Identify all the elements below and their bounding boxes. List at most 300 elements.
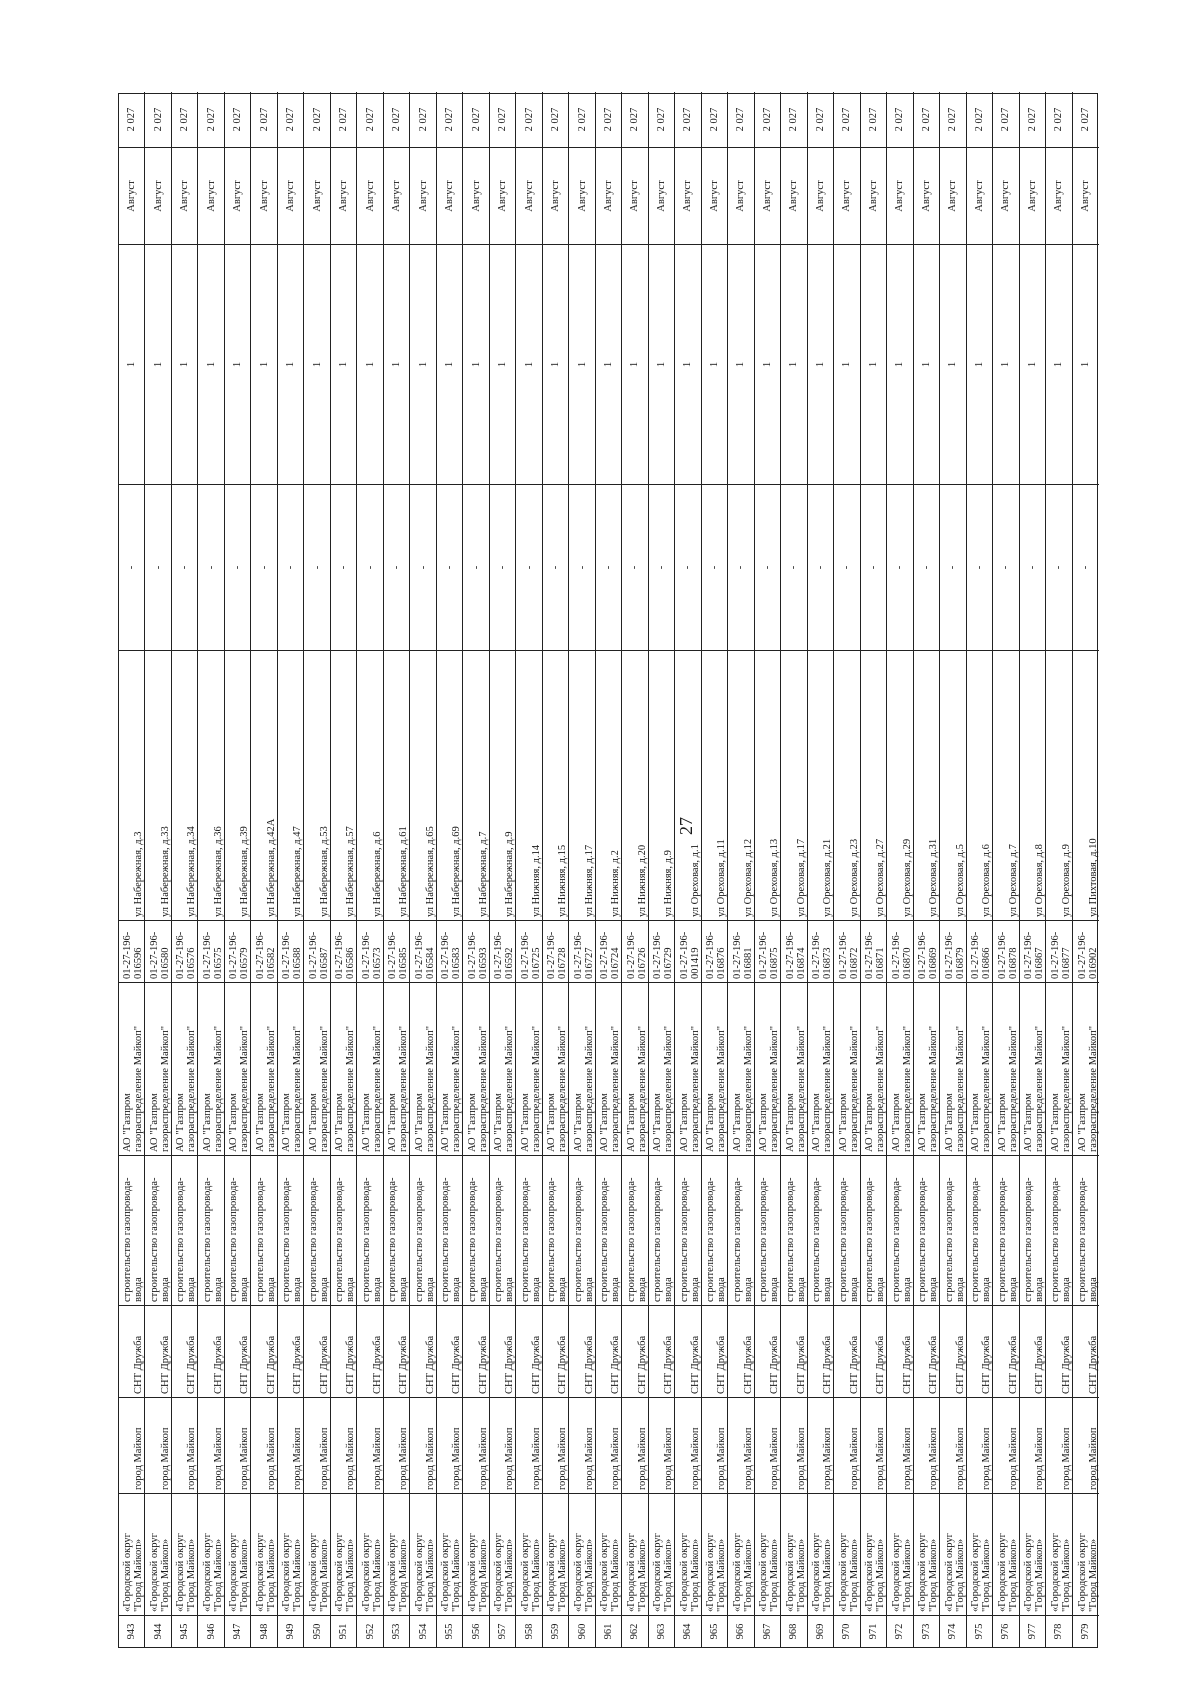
city-cell: город Майкоп bbox=[1020, 1397, 1045, 1493]
year-cell: 2 027 bbox=[735, 107, 747, 132]
work-type-cell: строительство газопровода- ввода bbox=[331, 1155, 356, 1305]
organization-cell: АО "Газпром газораспределение Майкоп" bbox=[516, 982, 541, 1155]
district-cell: «Городской округ "Город Майкоп» bbox=[1073, 1493, 1099, 1615]
month-cell: Август bbox=[887, 147, 912, 244]
month-cell: Август bbox=[304, 147, 329, 244]
row-number-cell: 943 bbox=[119, 1615, 144, 1647]
work-type-cell: строительство газопровода- ввода bbox=[569, 1155, 594, 1305]
year-cell: 2 027 bbox=[973, 107, 985, 132]
cadastral-cell: 01-27-196- 016881 bbox=[728, 920, 753, 982]
address-cell: ул Набережная, д.69 bbox=[437, 650, 462, 920]
organization-cell: АО "Газпром газораспределение Майкоп" bbox=[914, 982, 939, 1155]
organization-cell: АО "Газпром газораспределение Майкоп" bbox=[596, 982, 621, 1155]
district-cell: «Городской округ "Город Майкоп» bbox=[808, 1493, 833, 1615]
dash-cell: - bbox=[172, 484, 197, 650]
month-cell: Август bbox=[596, 147, 621, 244]
city-cell: город Майкоп bbox=[543, 1397, 568, 1493]
row-number-cell: 960 bbox=[569, 1615, 594, 1647]
district-cell: «Городской округ "Город Майкоп» bbox=[675, 1493, 700, 1615]
row-number-cell: 944 bbox=[145, 1615, 170, 1647]
table-row bbox=[119, 92, 145, 1647]
dash-cell: - bbox=[251, 484, 276, 650]
work-type-cell: строительство газопровода- ввода bbox=[940, 1155, 965, 1305]
address-cell: ул Набережная, д.33 bbox=[145, 650, 170, 920]
schedule-table bbox=[118, 93, 1098, 1648]
work-type-cell: строительство газопровода- ввода bbox=[967, 1155, 992, 1305]
cadastral-cell: 01-27-196- 016726 bbox=[622, 920, 647, 982]
settlement-cell: СНТ Дружба bbox=[596, 1305, 621, 1397]
table-row bbox=[702, 92, 728, 1647]
organization-cell: АО "Газпром газораспределение Майкоп" bbox=[437, 982, 462, 1155]
address-cell: ул Набережная, д.34 bbox=[172, 650, 197, 920]
district-cell: «Городской округ "Город Майкоп» bbox=[251, 1493, 276, 1615]
table-row bbox=[410, 92, 436, 1647]
cadastral-cell: 01-27-196- 016729 bbox=[649, 920, 674, 982]
dash-cell: - bbox=[622, 484, 647, 650]
city-cell: город Майкоп bbox=[596, 1397, 621, 1493]
month-cell: Август bbox=[728, 147, 753, 244]
work-type-cell: строительство газопровода- ввода bbox=[410, 1155, 435, 1305]
address-cell: ул Ореховая, д.29 bbox=[887, 650, 912, 920]
work-type-cell: строительство газопровода- ввода bbox=[1046, 1155, 1071, 1305]
city-cell: город Майкоп bbox=[861, 1397, 886, 1493]
table-row bbox=[304, 92, 330, 1647]
flag-cell: 1 bbox=[887, 244, 912, 484]
organization-cell: АО "Газпром газораспределение Майкоп" bbox=[993, 982, 1018, 1155]
district-cell: «Городской округ "Город Майкоп» bbox=[304, 1493, 329, 1615]
cadastral-cell: 01-27-196- 016725 bbox=[516, 920, 541, 982]
month-cell: Август bbox=[834, 147, 859, 244]
settlement-cell: СНТ Дружба bbox=[569, 1305, 594, 1397]
row-number-cell: 971 bbox=[861, 1615, 886, 1647]
cadastral-cell: 01-27-196- 016870 bbox=[887, 920, 912, 982]
work-type-cell: строительство газопровода- ввода bbox=[304, 1155, 329, 1305]
dash-cell: - bbox=[755, 484, 780, 650]
organization-cell: АО "Газпром газораспределение Майкоп" bbox=[119, 982, 144, 1155]
address-cell: ул Набережная, д.7 bbox=[463, 650, 488, 920]
dash-cell: - bbox=[119, 484, 144, 650]
row-number-cell: 963 bbox=[649, 1615, 674, 1647]
settlement-cell: СНТ Дружба bbox=[861, 1305, 886, 1397]
city-cell: город Майкоп bbox=[225, 1397, 250, 1493]
flag-cell: 1 bbox=[861, 244, 886, 484]
row-number-cell: 954 bbox=[410, 1615, 435, 1647]
address-cell: ул Ореховая, д.11 bbox=[702, 650, 727, 920]
work-type-cell: строительство газопровода- ввода bbox=[834, 1155, 859, 1305]
settlement-cell: СНТ Дружба bbox=[384, 1305, 409, 1397]
work-type-cell: строительство газопровода- ввода bbox=[198, 1155, 223, 1305]
settlement-cell: СНТ Дружба bbox=[304, 1305, 329, 1397]
settlement-cell: СНТ Дружба bbox=[993, 1305, 1018, 1397]
table-row bbox=[993, 92, 1019, 1647]
address-cell: ул Набережная, д.53 bbox=[304, 650, 329, 920]
row-number-cell: 974 bbox=[940, 1615, 965, 1647]
year-cell: 2 027 bbox=[867, 107, 879, 132]
district-cell: «Городской округ "Город Майкоп» bbox=[278, 1493, 303, 1615]
year-cell: 2 027 bbox=[629, 107, 641, 132]
year-cell: 2 027 bbox=[497, 107, 509, 132]
table-row bbox=[516, 92, 542, 1647]
work-type-cell: строительство газопровода- ввода bbox=[172, 1155, 197, 1305]
address-cell: ул Набережная, д.3 bbox=[119, 650, 144, 920]
dash-cell: - bbox=[808, 484, 833, 650]
dash-cell: - bbox=[516, 484, 541, 650]
month-cell: Август bbox=[172, 147, 197, 244]
organization-cell: АО "Газпром газораспределение Майкоп" bbox=[861, 982, 886, 1155]
settlement-cell: СНТ Дружба bbox=[198, 1305, 223, 1397]
flag-cell: 1 bbox=[649, 244, 674, 484]
city-cell: город Майкоп bbox=[145, 1397, 170, 1493]
year-cell: 2 027 bbox=[417, 107, 429, 132]
district-cell: «Городской округ "Город Майкоп» bbox=[357, 1493, 382, 1615]
month-cell: Август bbox=[967, 147, 992, 244]
table-row bbox=[781, 92, 807, 1647]
work-type-cell: строительство газопровода- ввода bbox=[357, 1155, 382, 1305]
district-cell: «Городской округ "Город Майкоп» bbox=[384, 1493, 409, 1615]
flag-cell: 1 bbox=[278, 244, 303, 484]
organization-cell: АО "Газпром газораспределение Майкоп" bbox=[940, 982, 965, 1155]
work-type-cell: строительство газопровода- ввода bbox=[437, 1155, 462, 1305]
year-cell: 2 027 bbox=[391, 107, 403, 132]
cadastral-cell: 01-27-196- 016866 bbox=[967, 920, 992, 982]
city-cell: город Майкоп bbox=[516, 1397, 541, 1493]
table-row bbox=[675, 92, 701, 1647]
district-cell: «Городской округ "Город Майкоп» bbox=[516, 1493, 541, 1615]
row-number-cell: 973 bbox=[914, 1615, 939, 1647]
row-number-cell: 955 bbox=[437, 1615, 462, 1647]
table-row bbox=[198, 92, 224, 1647]
month-cell: Август bbox=[463, 147, 488, 244]
dash-cell: - bbox=[940, 484, 965, 650]
year-cell: 2 027 bbox=[205, 107, 217, 132]
flag-cell: 1 bbox=[781, 244, 806, 484]
district-cell: «Городской округ "Город Майкоп» bbox=[410, 1493, 435, 1615]
dash-cell: - bbox=[198, 484, 223, 650]
month-cell: Август bbox=[225, 147, 250, 244]
flag-cell: 1 bbox=[728, 244, 753, 484]
month-cell: Август bbox=[357, 147, 382, 244]
city-cell: город Майкоп bbox=[649, 1397, 674, 1493]
table-row bbox=[1073, 92, 1099, 1647]
address-cell: ул Набережная, д.6 bbox=[357, 650, 382, 920]
table-row bbox=[357, 92, 383, 1647]
work-type-cell: строительство газопровода- ввода bbox=[914, 1155, 939, 1305]
address-cell: ул Ореховая, д.7 bbox=[993, 650, 1018, 920]
address-cell: ул Набережная, д.65 bbox=[410, 650, 435, 920]
dash-cell: - bbox=[331, 484, 356, 650]
cadastral-cell: 01-27-196- 016872 bbox=[834, 920, 859, 982]
dash-cell: - bbox=[1073, 484, 1099, 650]
address-cell: ул Ореховая, д.8 bbox=[1020, 650, 1045, 920]
table-row bbox=[225, 92, 251, 1647]
dash-cell: - bbox=[490, 484, 515, 650]
table-row bbox=[251, 92, 277, 1647]
settlement-cell: СНТ Дружба bbox=[887, 1305, 912, 1397]
cadastral-cell: 01-27-196- 016869 bbox=[914, 920, 939, 982]
flag-cell: 1 bbox=[145, 244, 170, 484]
district-cell: «Городской округ "Город Майкоп» bbox=[967, 1493, 992, 1615]
cadastral-cell: 01-27-196- 016728 bbox=[543, 920, 568, 982]
flag-cell: 1 bbox=[463, 244, 488, 484]
flag-cell: 1 bbox=[622, 244, 647, 484]
row-number-cell: 967 bbox=[755, 1615, 780, 1647]
row-number-cell: 964 bbox=[675, 1615, 700, 1647]
organization-cell: АО "Газпром газораспределение Майкоп" bbox=[1046, 982, 1071, 1155]
table-row bbox=[543, 92, 569, 1647]
city-cell: город Майкоп bbox=[675, 1397, 700, 1493]
city-cell: город Майкоп bbox=[702, 1397, 727, 1493]
flag-cell: 1 bbox=[225, 244, 250, 484]
work-type-cell: строительство газопровода- ввода bbox=[861, 1155, 886, 1305]
cadastral-cell: 01-27-196- 016876 bbox=[702, 920, 727, 982]
row-number-cell: 978 bbox=[1046, 1615, 1071, 1647]
cadastral-cell: 01-27-196- 016873 bbox=[808, 920, 833, 982]
dash-cell: - bbox=[1020, 484, 1045, 650]
table-row bbox=[1046, 92, 1072, 1647]
dash-cell: - bbox=[649, 484, 674, 650]
work-type-cell: строительство газопровода- ввода bbox=[596, 1155, 621, 1305]
flag-cell: 1 bbox=[198, 244, 223, 484]
flag-cell: 1 bbox=[119, 244, 144, 484]
flag-cell: 1 bbox=[516, 244, 541, 484]
table-row bbox=[1020, 92, 1046, 1647]
district-cell: «Городской округ "Город Майкоп» bbox=[463, 1493, 488, 1615]
row-number-cell: 972 bbox=[887, 1615, 912, 1647]
table-row bbox=[940, 92, 966, 1647]
table-row bbox=[861, 92, 887, 1647]
city-cell: город Майкоп bbox=[755, 1397, 780, 1493]
work-type-cell: строительство газопровода- ввода bbox=[516, 1155, 541, 1305]
flag-cell: 1 bbox=[304, 244, 329, 484]
organization-cell: АО "Газпром газораспределение Майкоп" bbox=[649, 982, 674, 1155]
address-cell: ул Нижняя, д.17 bbox=[569, 650, 594, 920]
table-row bbox=[490, 92, 516, 1647]
address-cell: ул Нижняя, д.2 bbox=[596, 650, 621, 920]
work-type-cell: строительство газопровода- ввода bbox=[490, 1155, 515, 1305]
organization-cell: АО "Газпром газораспределение Майкоп" bbox=[331, 982, 356, 1155]
flag-cell: 1 bbox=[1073, 244, 1099, 484]
dash-cell: - bbox=[967, 484, 992, 650]
organization-cell: АО "Газпром газораспределение Майкоп" bbox=[622, 982, 647, 1155]
table-row bbox=[887, 92, 913, 1647]
month-cell: Август bbox=[331, 147, 356, 244]
row-number-cell: 945 bbox=[172, 1615, 197, 1647]
flag-cell: 1 bbox=[702, 244, 727, 484]
district-cell: «Городской округ "Город Майкоп» bbox=[702, 1493, 727, 1615]
flag-cell: 1 bbox=[1046, 244, 1071, 484]
year-cell: 2 027 bbox=[258, 107, 270, 132]
organization-cell: АО "Газпром газораспределение Майкоп" bbox=[702, 982, 727, 1155]
district-cell: «Городской округ "Город Майкоп» bbox=[596, 1493, 621, 1615]
address-cell: ул Набережная, д.47 bbox=[278, 650, 303, 920]
settlement-cell: СНТ Дружба bbox=[622, 1305, 647, 1397]
row-number-cell: 947 bbox=[225, 1615, 250, 1647]
cadastral-cell: 01-27-196- 016727 bbox=[569, 920, 594, 982]
work-type-cell: строительство газопровода- ввода bbox=[808, 1155, 833, 1305]
address-cell: ул Ореховая, д.13 bbox=[755, 650, 780, 920]
city-cell: город Майкоп bbox=[781, 1397, 806, 1493]
district-cell: «Городской округ "Город Майкоп» bbox=[198, 1493, 223, 1615]
cadastral-cell: 01-27-196- 016902 bbox=[1073, 920, 1099, 982]
city-cell: город Майкоп bbox=[410, 1397, 435, 1493]
dash-cell: - bbox=[993, 484, 1018, 650]
flag-cell: 1 bbox=[808, 244, 833, 484]
table-row bbox=[145, 92, 171, 1647]
month-cell: Август bbox=[198, 147, 223, 244]
district-cell: «Городской округ "Город Майкоп» bbox=[225, 1493, 250, 1615]
cadastral-cell: 01-27-196- 016875 bbox=[755, 920, 780, 982]
table-row bbox=[834, 92, 860, 1647]
year-cell: 2 027 bbox=[152, 107, 164, 132]
month-cell: Август bbox=[940, 147, 965, 244]
dash-cell: - bbox=[596, 484, 621, 650]
work-type-cell: строительство газопровода- ввода bbox=[145, 1155, 170, 1305]
cadastral-cell: 01-27-196- 016588 bbox=[278, 920, 303, 982]
settlement-cell: СНТ Дружба bbox=[781, 1305, 806, 1397]
work-type-cell: строительство газопровода- ввода bbox=[781, 1155, 806, 1305]
table-row bbox=[172, 92, 198, 1647]
month-cell: Август bbox=[993, 147, 1018, 244]
cadastral-cell: 01-27-196- 016573 bbox=[357, 920, 382, 982]
work-type-cell: строительство газопровода- ввода bbox=[993, 1155, 1018, 1305]
row-number-cell: 949 bbox=[278, 1615, 303, 1647]
organization-cell: АО "Газпром газораспределение Майкоп" bbox=[304, 982, 329, 1155]
organization-cell: АО "Газпром газораспределение Майкоп" bbox=[675, 982, 700, 1155]
district-cell: «Городской округ "Город Майкоп» bbox=[145, 1493, 170, 1615]
work-type-cell: строительство газопровода- ввода bbox=[543, 1155, 568, 1305]
table-row bbox=[649, 92, 675, 1647]
settlement-cell: СНТ Дружба bbox=[331, 1305, 356, 1397]
flag-cell: 1 bbox=[543, 244, 568, 484]
settlement-cell: СНТ Дружба bbox=[755, 1305, 780, 1397]
city-cell: город Майкоп bbox=[728, 1397, 753, 1493]
organization-cell: АО "Газпром газораспределение Майкоп" bbox=[808, 982, 833, 1155]
dash-cell: - bbox=[278, 484, 303, 650]
cadastral-cell: 01-27-196- 016596 bbox=[119, 920, 144, 982]
flag-cell: 1 bbox=[569, 244, 594, 484]
row-number-cell: 957 bbox=[490, 1615, 515, 1647]
cadastral-cell: 01-27-196- 016867 bbox=[1020, 920, 1045, 982]
flag-cell: 1 bbox=[675, 244, 700, 484]
organization-cell: АО "Газпром газораспределение Майкоп" bbox=[967, 982, 992, 1155]
dash-cell: - bbox=[410, 484, 435, 650]
cadastral-cell: 01-27-196- 016580 bbox=[145, 920, 170, 982]
organization-cell: АО "Газпром газораспределение Майкоп" bbox=[145, 982, 170, 1155]
month-cell: Август bbox=[1073, 147, 1099, 244]
address-cell: ул Ореховая, д.21 bbox=[808, 650, 833, 920]
district-cell: «Городской округ "Город Майкоп» bbox=[993, 1493, 1018, 1615]
district-cell: «Городской округ "Город Майкоп» bbox=[1020, 1493, 1045, 1615]
dash-cell: - bbox=[781, 484, 806, 650]
month-cell: Август bbox=[410, 147, 435, 244]
organization-cell: АО "Газпром газораспределение Майкоп" bbox=[172, 982, 197, 1155]
cadastral-cell: 01-27-196- 016587 bbox=[304, 920, 329, 982]
row-number-cell: 953 bbox=[384, 1615, 409, 1647]
year-cell: 2 027 bbox=[602, 107, 614, 132]
organization-cell: АО "Газпром газораспределение Майкоп" bbox=[887, 982, 912, 1155]
month-cell: Август bbox=[437, 147, 462, 244]
city-cell: город Майкоп bbox=[914, 1397, 939, 1493]
month-cell: Август bbox=[914, 147, 939, 244]
cadastral-cell: 01-27-196- 016582 bbox=[251, 920, 276, 982]
district-cell: «Городской округ "Город Майкоп» bbox=[861, 1493, 886, 1615]
settlement-cell: СНТ Дружба bbox=[834, 1305, 859, 1397]
flag-cell: 1 bbox=[331, 244, 356, 484]
settlement-cell: СНТ Дружба bbox=[278, 1305, 303, 1397]
cadastral-cell: 01-27-196- 016593 bbox=[463, 920, 488, 982]
address-cell: ул Набережная, д.9 bbox=[490, 650, 515, 920]
month-cell: Август bbox=[119, 147, 144, 244]
year-cell: 2 027 bbox=[1053, 107, 1065, 132]
address-cell: ул Набережная, д.39 bbox=[225, 650, 250, 920]
year-cell: 2 027 bbox=[285, 107, 297, 132]
organization-cell: АО "Газпром газораспределение Майкоп" bbox=[781, 982, 806, 1155]
district-cell: «Городской округ "Город Майкоп» bbox=[940, 1493, 965, 1615]
cadastral-cell: 01-27-196- 016575 bbox=[198, 920, 223, 982]
address-cell: ул Ореховая, д.9 bbox=[1046, 650, 1071, 920]
work-type-cell: строительство газопровода- ввода bbox=[622, 1155, 647, 1305]
district-cell: «Городской округ "Город Майкоп» bbox=[834, 1493, 859, 1615]
month-cell: Август bbox=[1046, 147, 1071, 244]
organization-cell: АО "Газпром газораспределение Майкоп" bbox=[1020, 982, 1045, 1155]
flag-cell: 1 bbox=[172, 244, 197, 484]
work-type-cell: строительство газопровода- ввода bbox=[755, 1155, 780, 1305]
cadastral-cell: 01-27-196- 016724 bbox=[596, 920, 621, 982]
table-row bbox=[622, 92, 648, 1647]
row-number-cell: 977 bbox=[1020, 1615, 1045, 1647]
city-cell: город Майкоп bbox=[357, 1397, 382, 1493]
table-row bbox=[384, 92, 410, 1647]
district-cell: «Городской округ "Город Майкоп» bbox=[490, 1493, 515, 1615]
row-number-cell: 976 bbox=[993, 1615, 1018, 1647]
address-cell: ул Ореховая, д.31 bbox=[914, 650, 939, 920]
district-cell: «Городской округ "Город Майкоп» bbox=[728, 1493, 753, 1615]
organization-cell: АО "Газпром газораспределение Майкоп" bbox=[225, 982, 250, 1155]
settlement-cell: СНТ Дружба bbox=[967, 1305, 992, 1397]
organization-cell: АО "Газпром газораспределение Майкоп" bbox=[543, 982, 568, 1155]
settlement-cell: СНТ Дружба bbox=[702, 1305, 727, 1397]
organization-cell: АО "Газпром газораспределение Майкоп" bbox=[728, 982, 753, 1155]
dash-cell: - bbox=[145, 484, 170, 650]
work-type-cell: строительство газопровода- ввода bbox=[887, 1155, 912, 1305]
flag-cell: 1 bbox=[993, 244, 1018, 484]
settlement-cell: СНТ Дружба bbox=[410, 1305, 435, 1397]
work-type-cell: строительство газопровода- ввода bbox=[384, 1155, 409, 1305]
flag-cell: 1 bbox=[834, 244, 859, 484]
district-cell: «Городской округ "Город Майкоп» bbox=[1046, 1493, 1071, 1615]
flag-cell: 1 bbox=[914, 244, 939, 484]
city-cell: город Майкоп bbox=[967, 1397, 992, 1493]
work-type-cell: строительство газопровода- ввода bbox=[702, 1155, 727, 1305]
settlement-cell: СНТ Дружба bbox=[1073, 1305, 1099, 1397]
address-cell: ул Нижняя, д.14 bbox=[516, 650, 541, 920]
year-cell: 2 027 bbox=[1080, 107, 1092, 132]
table-row bbox=[569, 92, 595, 1647]
row-number-cell: 961 bbox=[596, 1615, 621, 1647]
city-cell: город Майкоп bbox=[463, 1397, 488, 1493]
settlement-cell: СНТ Дружба bbox=[145, 1305, 170, 1397]
address-cell: ул Набережная, д.36 bbox=[198, 650, 223, 920]
dash-cell: - bbox=[834, 484, 859, 650]
work-type-cell: строительство газопровода- ввода bbox=[251, 1155, 276, 1305]
cadastral-cell: 01-27-196- 016579 bbox=[225, 920, 250, 982]
month-cell: Август bbox=[145, 147, 170, 244]
table-row bbox=[596, 92, 622, 1647]
address-cell: ул Ореховая, д.6 bbox=[967, 650, 992, 920]
row-number-cell: 970 bbox=[834, 1615, 859, 1647]
address-cell: ул Набережная, д.42А bbox=[251, 650, 276, 920]
organization-cell: АО "Газпром газораспределение Майкоп" bbox=[198, 982, 223, 1155]
